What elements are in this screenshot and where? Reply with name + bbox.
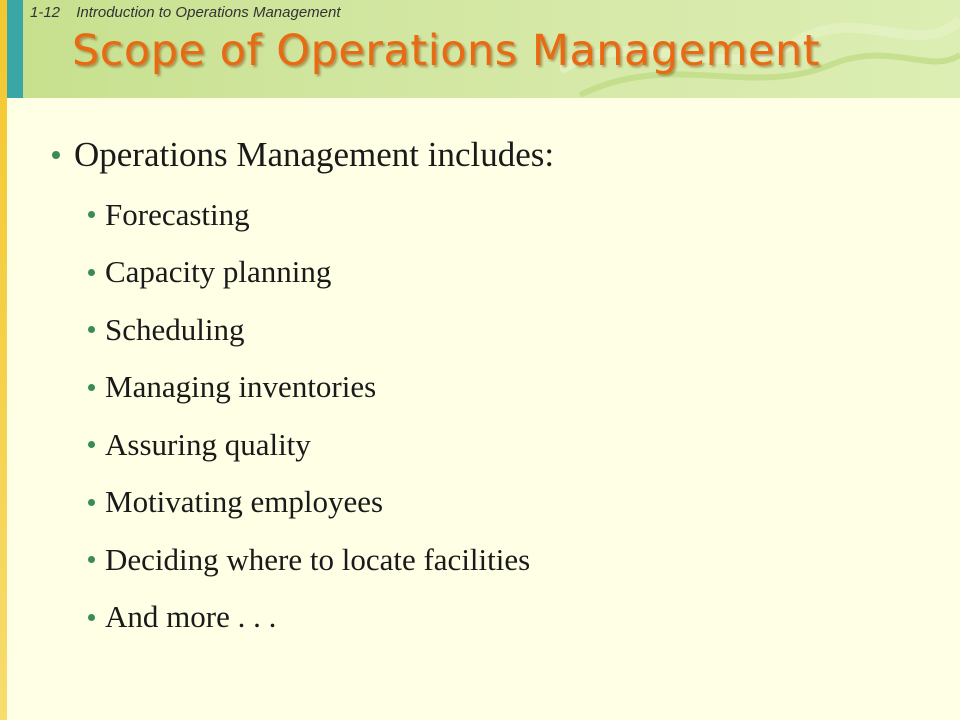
bullet-icon xyxy=(88,614,95,621)
main-bullet xyxy=(52,130,932,180)
list-item-text: Capacity planning xyxy=(105,254,332,290)
left-accent-stripe xyxy=(0,0,7,720)
bullet-icon xyxy=(88,499,95,506)
list-item xyxy=(88,301,932,359)
list-item-text: Motivating employees xyxy=(105,484,384,520)
bullet-icon xyxy=(88,326,95,333)
slide-number: 1-12 xyxy=(30,4,61,21)
bullet-icon xyxy=(88,269,95,276)
list-item xyxy=(88,416,932,474)
bullet-icon xyxy=(88,441,95,448)
bullet-icon xyxy=(88,211,95,218)
list-item xyxy=(88,186,932,244)
list-item xyxy=(88,359,932,417)
bullet-icon xyxy=(88,384,95,391)
slide-reference xyxy=(30,4,341,21)
bullet-icon xyxy=(52,151,60,159)
list-item xyxy=(88,589,932,647)
list-item xyxy=(88,244,932,302)
list-item-text: Forecasting xyxy=(105,196,250,232)
slide-content xyxy=(52,130,932,646)
list-item xyxy=(88,474,932,532)
teal-accent-bar xyxy=(7,0,23,98)
list-item-text: Assuring quality xyxy=(105,426,311,462)
list-item-text: Managing inventories xyxy=(105,369,377,405)
sub-bullet-list xyxy=(52,186,932,646)
list-item-text: And more . . . xyxy=(105,599,277,635)
slide-title: Scope of Operations Management xyxy=(72,26,821,76)
list-item xyxy=(88,531,932,589)
chapter-title: Introduction to Operations Management xyxy=(76,4,341,21)
main-bullet-text: Operations Management includes: xyxy=(74,135,555,174)
list-item-text: Scheduling xyxy=(105,311,245,347)
list-item-text: Deciding where to locate facilities xyxy=(105,541,531,577)
bullet-icon xyxy=(88,556,95,563)
